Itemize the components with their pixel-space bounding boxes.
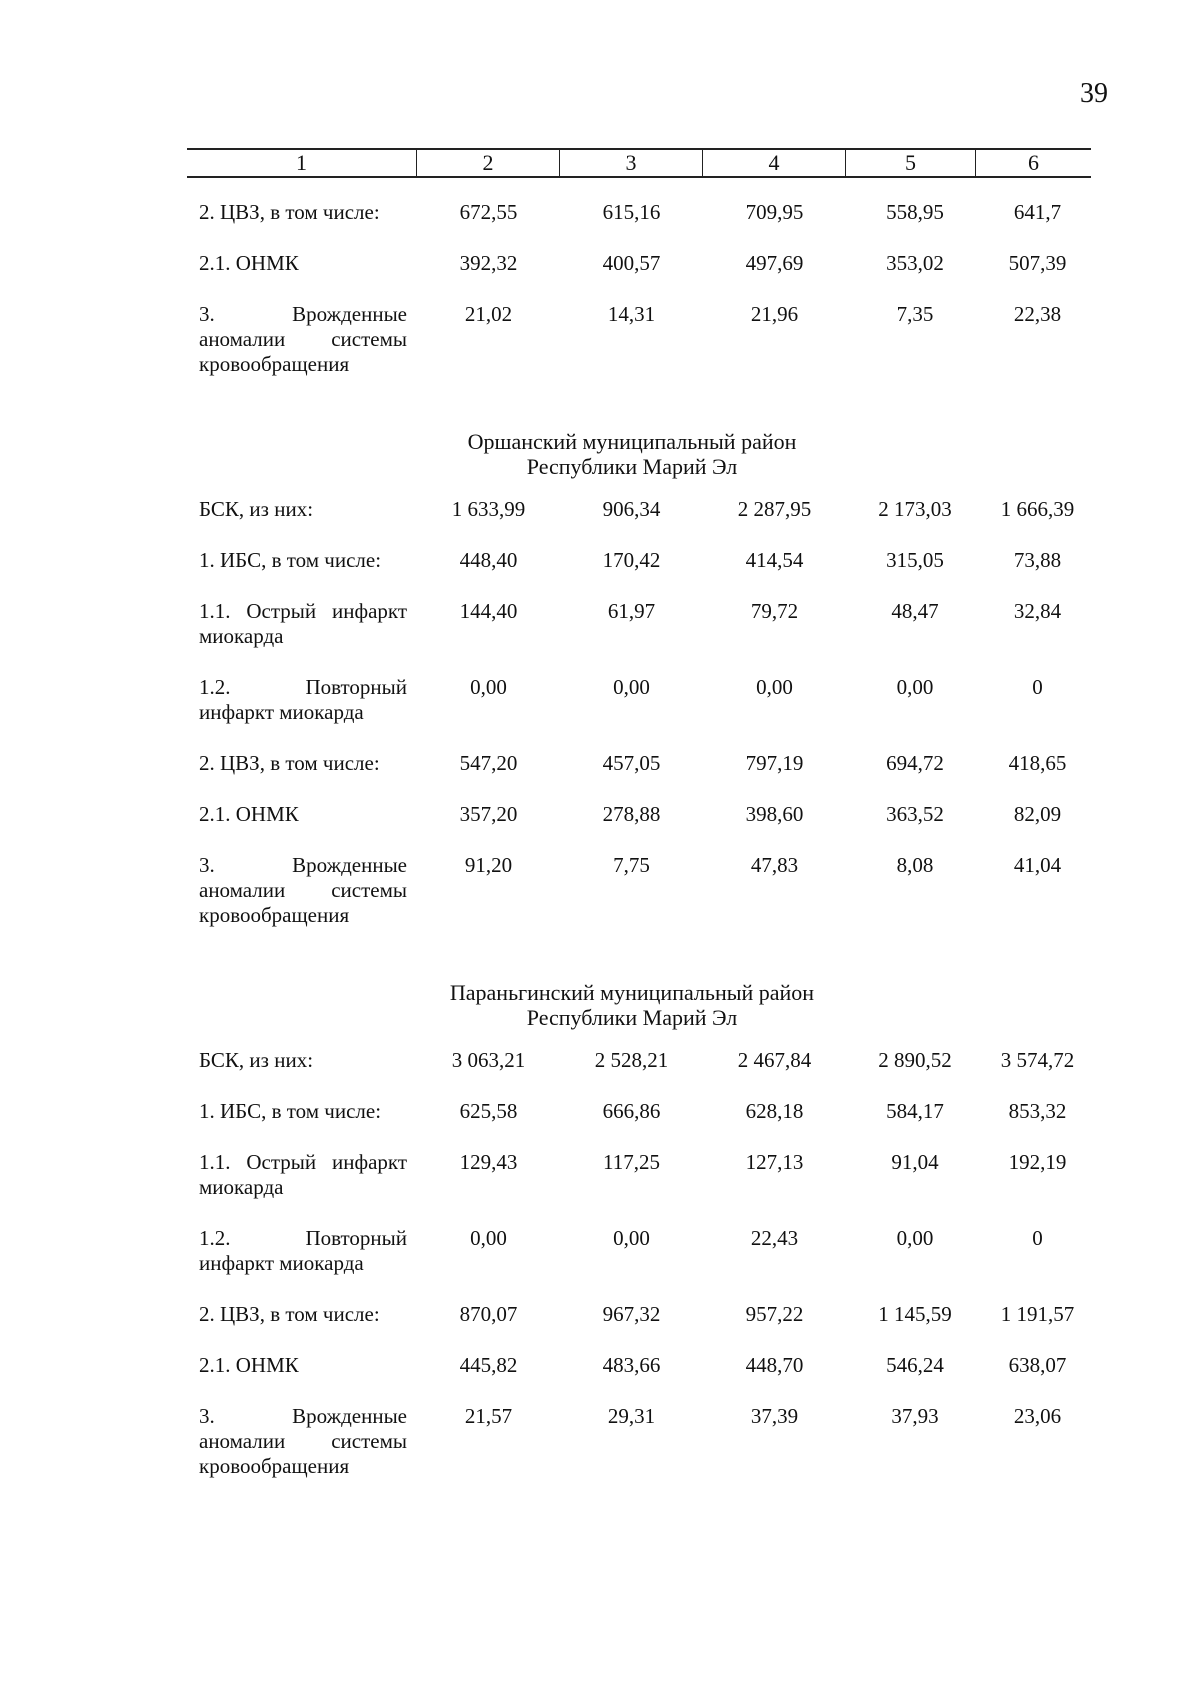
cell-value-col-2: 357,20 [459,802,518,826]
cell-value-col-2: 445,82 [459,1353,518,1377]
cell-value-col-6: 0 [1032,675,1043,699]
cell-value-col-4: 2 467,84 [737,1048,812,1072]
table-section [187,403,1091,954]
cell-value-col-5: 8,08 [896,853,934,877]
cell-value-col-5: 1 145,59 [878,1302,952,1326]
row-label: 3. Врожденные аномалии системы кровообращения [199,853,407,927]
cell-value-col-3: 666,86 [602,1099,661,1123]
row-label: 2. ЦВЗ, в том числе: [199,200,380,224]
cell-value-col-3: 170,42 [602,548,661,572]
section-title-line-2: Республики Марий Эл [526,454,738,479]
cell-value-col-4: 37,39 [750,1404,799,1428]
cell-value-col-2: 3 063,21 [451,1048,526,1072]
table-row [187,675,1091,751]
cell-value-col-6: 73,88 [1013,548,1062,572]
cell-value-col-5: 0,00 [896,1226,934,1250]
cell-value-col-6: 3 574,72 [1000,1048,1075,1072]
cell-value-col-6: 0 [1032,1226,1043,1250]
cell-value-col-2: 129,43 [459,1150,518,1174]
cell-value-col-3: 61,97 [607,599,656,623]
cell-value-col-5: 584,17 [886,1099,944,1123]
cell-value-col-3: 457,05 [602,751,661,775]
cell-value-col-2: 448,40 [459,548,518,572]
table-section [187,954,1091,1505]
cell-value-col-2: 144,40 [459,599,518,623]
cell-value-col-4: 79,72 [750,599,799,623]
cell-value-col-2: 91,20 [464,853,513,877]
cell-value-col-3: 967,32 [602,1302,661,1326]
cell-value-col-2: 21,57 [464,1404,513,1428]
cell-value-col-2: 392,32 [459,251,518,275]
cell-value-col-3: 14,31 [607,302,656,326]
table-row [187,548,1091,599]
section-title-line-1: Оршанский муниципальный район [467,429,797,454]
table-row [187,1302,1091,1353]
cell-value-col-4: 0,00 [756,675,793,699]
column-header-4: 4 [703,150,846,176]
column-header-1: 1 [187,150,417,176]
cell-value-col-6: 507,39 [1008,251,1067,275]
table-row [187,1353,1091,1404]
row-label: 1. ИБС, в том числе: [199,1099,382,1123]
row-label: 2.1. ОНМК [199,251,299,275]
row-label: 2. ЦВЗ, в том числе: [199,1302,380,1326]
row-label: 2.1. ОНМК [199,802,299,826]
cell-value-col-3: 7,75 [613,853,650,877]
cell-value-col-2: 21,02 [464,302,513,326]
cell-value-col-5: 546,24 [886,1353,944,1377]
table-row [187,599,1091,675]
cell-value-col-4: 709,95 [745,200,804,224]
cell-value-col-4: 797,19 [745,751,804,775]
cell-value-col-5: 37,93 [891,1404,939,1428]
cell-value-col-6: 1 666,39 [1000,497,1075,521]
cell-value-col-4: 628,18 [745,1099,804,1123]
cell-value-col-3: 615,16 [602,200,661,224]
table-row [187,853,1091,954]
cell-value-col-3: 0,00 [613,675,650,699]
cell-value-col-6: 418,65 [1008,751,1067,775]
cell-value-col-4: 398,60 [745,802,804,826]
cell-value-col-6: 23,06 [1013,1404,1062,1428]
cell-value-col-6: 641,7 [1013,200,1062,224]
cell-value-col-2: 870,07 [459,1302,518,1326]
cell-value-col-3: 117,25 [603,1150,660,1174]
cell-value-col-5: 7,35 [896,302,934,326]
cell-value-col-5: 353,02 [886,251,944,275]
cell-value-col-5: 91,04 [891,1150,939,1174]
table-row [187,497,1091,548]
cell-value-col-6: 22,38 [1013,302,1062,326]
cell-value-col-4: 497,69 [745,251,804,275]
cell-value-col-5: 0,00 [896,675,934,699]
cell-value-col-6: 638,07 [1008,1353,1067,1377]
row-label: 1.1. Острый инфаркт миокарда [199,599,407,648]
row-label: 2. ЦВЗ, в том числе: [199,751,380,775]
cell-value-col-5: 2 173,03 [878,497,952,521]
cell-value-col-3: 2 528,21 [594,1048,669,1072]
cell-value-col-2: 0,00 [470,1226,507,1250]
page-number: 39 [1080,78,1108,109]
cell-value-col-5: 363,52 [886,802,944,826]
row-label: 1.1. Острый инфаркт миокарда [199,1150,407,1199]
table-row [187,1226,1091,1302]
cell-value-col-3: 400,57 [602,251,661,275]
cell-value-col-2: 0,00 [470,675,507,699]
row-label: БСК, из них: [199,497,314,521]
row-label: 1.2. Повторный инфаркт миокарда [199,675,407,724]
table-row [187,1150,1091,1226]
column-header-5: 5 [846,150,976,176]
cell-value-col-6: 1 191,57 [1000,1302,1075,1326]
row-label: 2.1. ОНМК [199,1353,299,1377]
cell-value-col-3: 483,66 [602,1353,661,1377]
table-row [187,302,1091,403]
cell-value-col-6: 192,19 [1008,1150,1067,1174]
cell-value-col-4: 448,70 [745,1353,804,1377]
cell-value-col-5: 48,47 [891,599,939,623]
cell-value-col-6: 82,09 [1013,802,1062,826]
cell-value-col-6: 32,84 [1013,599,1062,623]
section-title-line-1: Параньгинский муниципальный район [449,980,815,1005]
section-title-line-2: Республики Марий Эл [526,1005,738,1030]
cell-value-col-2: 625,58 [459,1099,518,1123]
cell-value-col-2: 1 633,99 [451,497,526,521]
cell-value-col-5: 558,95 [886,200,944,224]
cell-value-col-5: 694,72 [886,751,944,775]
row-label: 1. ИБС, в том числе: [199,548,382,572]
section-title [412,403,852,497]
cell-value-col-6: 41,04 [1013,853,1062,877]
table-row [187,200,1091,251]
cell-value-col-4: 957,22 [745,1302,804,1326]
row-label: 3. Врожденные аномалии системы кровообращения [199,302,407,376]
row-label: 3. Врожденные аномалии системы кровообращения [199,1404,407,1478]
table-row [187,251,1091,302]
cell-value-col-4: 414,54 [745,548,804,572]
table-row [187,1404,1091,1505]
table-body [187,200,1091,1505]
column-header-3: 3 [560,150,703,176]
cell-value-col-3: 29,31 [607,1404,656,1428]
table-row [187,802,1091,853]
cell-value-col-3: 0,00 [613,1226,650,1250]
cell-value-col-5: 2 890,52 [878,1048,952,1072]
cell-value-col-3: 278,88 [602,802,661,826]
table-section [187,200,1091,403]
cell-value-col-4: 2 287,95 [737,497,812,521]
row-label: 1.2. Повторный инфаркт миокарда [199,1226,407,1275]
table-row [187,1099,1091,1150]
cell-value-col-4: 47,83 [750,853,799,877]
column-header-2: 2 [417,150,560,176]
cell-value-col-3: 906,34 [602,497,661,521]
cell-value-col-4: 21,96 [750,302,799,326]
table-header-row [187,148,1091,178]
cell-value-col-6: 853,32 [1008,1099,1067,1123]
cell-value-col-4: 22,43 [750,1226,799,1250]
table-row [187,751,1091,802]
cell-value-col-2: 672,55 [459,200,518,224]
column-header-6: 6 [1028,150,1039,175]
cell-value-col-5: 315,05 [886,548,944,572]
cell-value-col-2: 547,20 [459,751,518,775]
table-row [187,1048,1091,1099]
row-label: БСК, из них: [199,1048,314,1072]
cell-value-col-4: 127,13 [745,1150,804,1174]
section-title [412,954,852,1048]
